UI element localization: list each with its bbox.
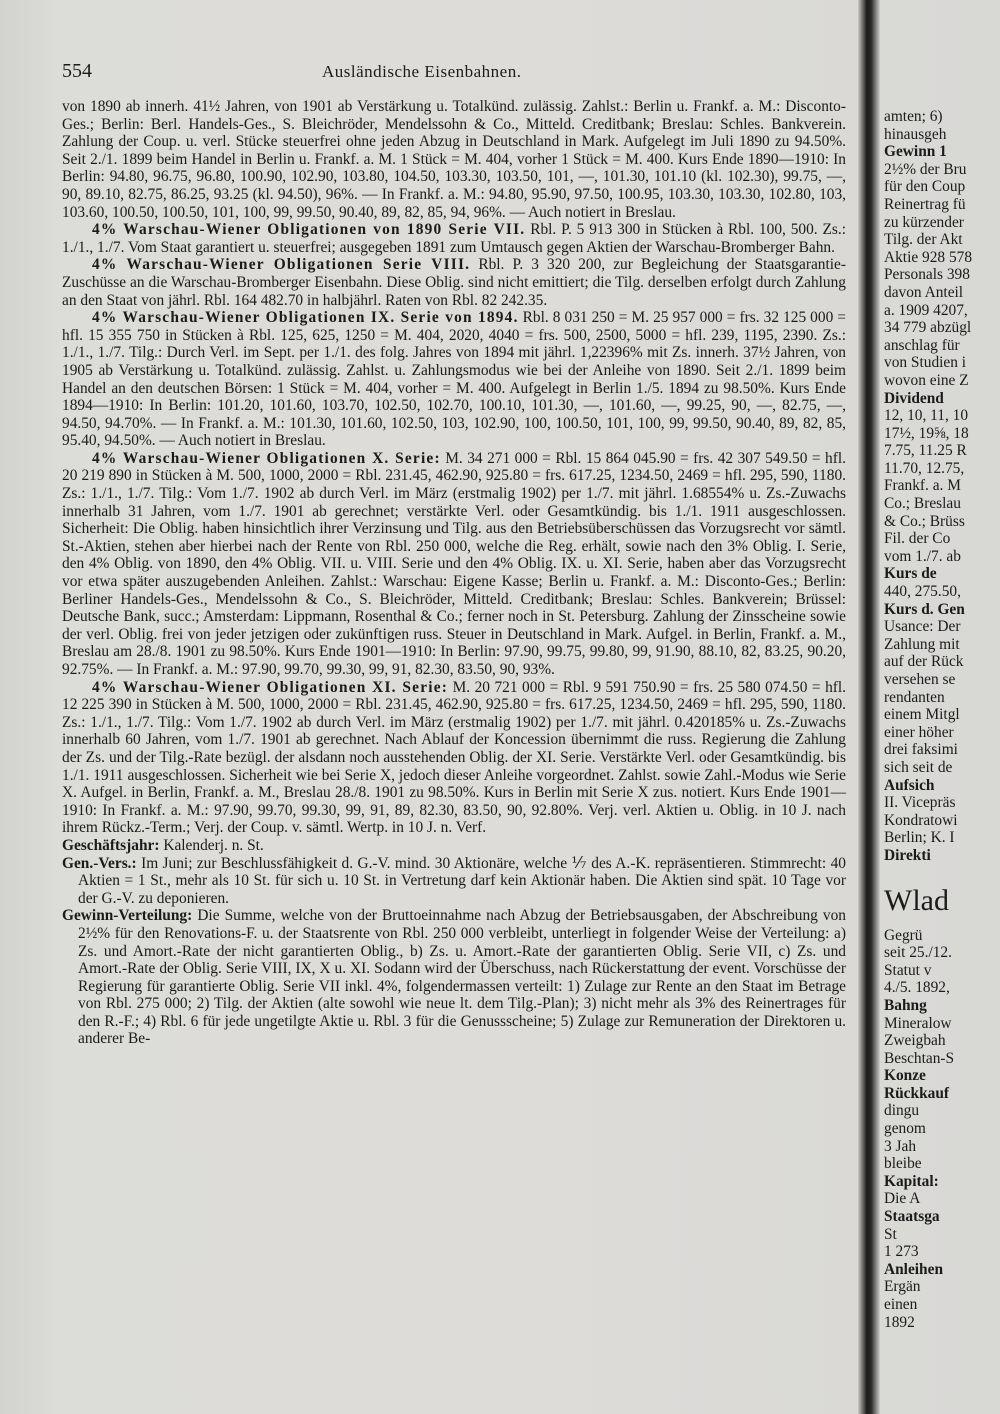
text-line-fragment: amten; 6) <box>884 108 943 125</box>
book-gutter <box>858 0 880 1414</box>
text-line-fragment: seit 25./12. <box>884 944 952 962</box>
text-line-fragment: Beschtan-S <box>884 1049 955 1067</box>
text-line-fragment: 1892 <box>884 1313 915 1331</box>
text-line-fragment: Aufsich <box>884 776 935 794</box>
entry-text: Kalenderj. n. St. <box>163 836 264 854</box>
text-line-fragment: bleibe <box>884 1155 922 1173</box>
text-line-fragment: 4./5. 1892, <box>884 979 950 997</box>
text-line-fragment: Ergän <box>884 1278 921 1296</box>
text-line-fragment: Zweigbah <box>884 1032 946 1050</box>
text-line-fragment: für den Coup <box>884 178 966 196</box>
entry-heading: 4% Warschau-Wiener Obligationen X. Serie: <box>92 449 441 467</box>
text-line-fragment: Staatsga <box>884 1208 940 1226</box>
main-text <box>62 98 846 1048</box>
text-line-fragment: auf der Rück <box>884 653 964 671</box>
text-line-fragment: II. Vicepräs <box>884 794 956 812</box>
entry-heading: Geschäftsjahr: <box>62 836 160 854</box>
left-column <box>62 60 847 1048</box>
text-line-fragment: einen <box>884 1296 918 1313</box>
entry-heading: Gewinn-Verteilung: <box>62 907 193 925</box>
page-number: 554 <box>62 60 92 82</box>
text-line-fragment: vom 1./7. ab <box>884 547 961 565</box>
entry-heading: 4% Warschau-Wiener Obligationen von 1890 Serie VII. <box>92 221 526 239</box>
text-line-fragment: Tilg. der Akt <box>884 231 963 249</box>
text-line-fragment: davon Anteil <box>884 283 964 301</box>
entry-text: Rbl. P. 5 913 300 in Stücken à Rbl. 100, 500. Zs.: 1./1., 1./7. Vom Staat garantiert u. steuerfrei; ausgegeben 1891 zum Umtausch gegen Aktien der Warschau-Bromberger Bahn. <box>62 221 847 256</box>
text-line-fragment: Direkti <box>884 846 931 864</box>
text-line-fragment: einem Mitgl <box>884 706 960 724</box>
bond-entry <box>62 309 846 450</box>
text-line-fragment: a. 1909 4207, <box>884 301 968 319</box>
text-line-fragment: zu kürzender <box>884 213 964 231</box>
text-line-fragment: Statut v <box>884 961 932 979</box>
text-line-fragment: Reinertrag fü <box>884 195 966 213</box>
text-line-fragment: Berlin; K. I <box>884 829 955 847</box>
bond-entry <box>62 221 846 256</box>
continued-paragraph <box>62 98 846 221</box>
field-paragraph <box>62 837 846 855</box>
text-line-fragment: Frankf. a. M <box>884 477 961 495</box>
text-line-fragment: 3 Jah <box>884 1137 917 1155</box>
text-line-fragment: Fil. der Co <box>884 530 951 548</box>
page-header <box>62 60 846 94</box>
text-line-fragment: Die A <box>884 1190 921 1208</box>
text-line-fragment: Dividend <box>884 389 944 407</box>
entry-heading: 4% Warschau-Wiener Obligationen IX. Serie von 1894. <box>92 309 519 327</box>
entry-text: M. 20 721 000 = Rbl. 9 591 750.90 = frs. 25 580 074.50 = hfl. 12 225 390 in Stücken à M. 500, 1000, 2000 = Rbl. 231.45, 462.90, 925.80 = frs. 617.25, 1234.50, 2469 = hfl. 295, 590, 1180. Zs.: 1./1., 1./7. Tilg.: Vom 1./7. 1902 ab durch Verl. im März (erstmalig 1902) per 1./7. mit jährl. 0.420185% u. Zs.-Zuwachs innerhalb 60 Jahren, vom 1./7. 1901 ab gerechnet. Nach Ablauf der Koncession übernimmt die russ. Regierung die Zahlung der Zs. und der Tilg.-Rate bezügl. der alsdann noch ausstehenden Oblig. der XI. Serie. Verstärkte Verl. oder Gesamtkündig. bis 1./1. 1911 ausgeschlossen. Sicherheit wie bei Serie X, jedoch dieser Anleihe vorgeordnet. Zahlst. sowie Zahl.-Modus wie Serie X. Aufgel. in Berlin, Frankf. a. M., Breslau 28./8. 1901 zu 98.50%. Kurs in Berlin mit Serie X zus. notiert. Kurs Ende 1901—1910: In Frankf. a. M.: 97.90, 99.70, 99.30, 99, 91, 89, 82.30, 83.50, 90, 92.80%. Verj. verl. Aktien u. Oblig. in 10 J. nach ihrem Rückz.-Term.; Verj. der Coup. v. sämtl. Wertp. in 10 J. n. Verf. <box>62 678 847 837</box>
text-line-fragment: Mineralow <box>884 1014 952 1032</box>
bond-entry <box>62 256 846 309</box>
text-line-fragment: 440, 275.50, <box>884 583 961 601</box>
text-line-fragment: Konze <box>884 1067 926 1085</box>
text-line-fragment: Kurs de <box>884 565 937 583</box>
text-line-fragment: 12, 10, 11, 10 <box>884 407 969 425</box>
text-line-fragment: 2½% der Bru <box>884 160 967 178</box>
text-line-fragment: Gegrü <box>884 926 923 944</box>
text-line-fragment: versehen se <box>884 671 956 688</box>
text-line-fragment: Gewinn 1 <box>884 143 947 161</box>
entry-text: Rbl. 8 031 250 = M. 25 957 000 = frs. 32 125 000 = hfl. 15 355 750 in Stücken à Rbl. 125, 625, 1250 = M. 404, 2020, 4040 = frs. 500, 2500, 5000 = hfl. 239, 1195, 2390. Zs.: 1./1., 1./7. Tilg.: Durch Verl. im Sept. per 1./1. des folg. Jahres von 1894 mit jährl. 1,22396% mit Zs. innerh. 37½ Jahren, von 1905 ab Verstärkung u. Totalkünd. zulässig. Zahlst. u. Zahlungsmodus wie bei der Anleihe von 1890. Seit 2./1. 1899 beim Handel an den deutschen Börsen: 1 Stück = M. 404, vorher = M. 400. Aufgelegt in Berlin 1./5. 1894 zu 98.50%. Kurs Ende 1894—1910: In Berlin: 101.20, 101.60, 103.70, 102.50, 102.70, 100.10, 101.30, —, 101.60, —, 99.25, 90, —, 82.75, —, 94.50, 94.70%. — In Frankf. a. M.: 101.30, 101.60, 102.50, 103, 102.90, 100, 100.50, 101, 100, 99, 99.50, 90.40, 89, 82, 85, 95.40, 94.50%. — Auch notiert in Breslau. <box>62 309 846 450</box>
text-line-fragment: 34 779 abzügl <box>884 319 972 337</box>
text-line-fragment: anschlag für <box>884 336 960 354</box>
field-paragraph <box>62 907 846 1048</box>
text-line-fragment: 1 273 <box>884 1243 919 1261</box>
text-line-fragment: Kurs d. Gen <box>884 600 965 618</box>
bond-entry <box>62 679 846 837</box>
entry-text: Rbl. P. 3 320 200, zur Begleichung der Staatsgarantie-Zuschüsse an die Warschau-Bromberger Eisenbahn. Diese Oblig. sind nicht emittiert; die Tilg. derselben erfolgt durch Zahlung an den Staat von jährl. Rbl. 164 482.70 in halbjährl. Raten von Rbl. 82 242.35. <box>62 256 846 309</box>
entry-heading: 4% Warschau-Wiener Obligationen Serie VIII. <box>92 256 471 274</box>
text-line-fragment: sich seit de <box>884 758 953 776</box>
text-line-fragment: drei faksimi <box>884 741 958 759</box>
text-line-fragment: Usance: Der <box>884 618 961 636</box>
field-paragraph <box>62 855 846 908</box>
text-line-fragment: St <box>884 1225 897 1243</box>
text-line-fragment: 17½, 19⅝, 18 <box>884 424 969 442</box>
entry-heading: Gen.-Vers.: <box>62 854 137 872</box>
text-line-fragment: dingu <box>884 1102 920 1120</box>
text-line-fragment: Personals 398 <box>884 266 970 284</box>
entry-text: Im Juni; zur Beschlussfähigkeit d. G.-V. mind. 30 Aktionäre, welche ⅐ des A.-K. repräsentieren. Stimmrecht: 40 Aktien = 1 St., mehr als 10 St. für sich u. 10 St. in Vertretung darf kein Aktionär haben. Die Aktien sind spät. 10 Tage vor der G.-V. zu deponieren. <box>78 854 846 907</box>
text-line-fragment: 7.75, 11.25 R <box>884 442 967 460</box>
text-line-fragment: hinausgeh <box>884 125 947 143</box>
text-line-fragment: genom <box>884 1120 926 1138</box>
entry-text: Die Summe, welche von der Bruttoeinnahme nach Abzug der Betriebsausgaben, der Abschreibung von 2½% für den Renovations-F. u. der Staatsrente von Rbl. 250 000 verbleibt, unterliegt in folgender Weise der Verteilung: a) Zs. und Amort.-Rate der nicht garantierten Oblig., b) Zs. u. Amort.-Rate der garantierten Oblig. Serie VII, c) Zs. und Amort.-Rate der Oblig. Serie VIII, IX, X u. XI. Sodann wird der Überschuss, nach Rückerstattung der event. Vorschüsse der Regierung für garantierte Oblig. Serie VII inkl. 4%, folgendermassen verteilt: 1) Zulage zur Rente an den Staat im Betrage von Rbl. 275 000; 2) Tilg. der Aktien (alte sowohl wie neue lt. dem Tilg.-Plan); 3) nicht mehr als 3% des Reinertrages für den R.-F.; 4) Rbl. 6 für jede ungetilgte Aktie u. Rbl. 3 für die Genussscheine; 5) Zulage zur Remuneration der Direktoren u. anderer Be- <box>78 907 846 1048</box>
entry-heading: 4% Warschau-Wiener Obligationen XI. Serie: <box>92 678 449 696</box>
running-title: Ausländische Eisenbahnen. <box>322 62 522 81</box>
text-line-fragment: Aktie 928 578 <box>884 248 973 266</box>
right-column-fragment <box>884 108 1000 1331</box>
text-line-fragment: Kapital: <box>884 1172 939 1190</box>
bond-entry <box>62 450 846 679</box>
text-line-fragment: Kondratowi <box>884 811 958 829</box>
entry-text: M. 34 271 000 = Rbl. 15 864 045.90 = frs. 42 307 549.50 = hfl. 20 219 890 in Stücken à M. 500, 1000, 2000 = Rbl. 231.45, 462.90, 925.80 = frs. 617.25, 1234.50, 2469 = hfl. 295, 590, 1180. Zs.: 1./1., 1./7. Tilg.: Vom 1./7. 1902 ab durch Verl. im März (erstmalig 1902) per 1./7. mit jährl. 1.68554% u. Zs.-Zuwachs innerhalb 31 Jahren, vom 1./7. 1901 ab gerechnet; verstärkte Verl. oder Gesamtkündig. bis 1./1. 1911 ausgeschlossen. Sicherheit: Die Oblig. haben hinsichtlich ihrer Verzinsung und Tilg. aus den Betriebsüberschüssen das Vorzugsrecht vor sämtl. St.-Aktien, stehen aber hierbei nach der Rente von Rbl. 250 000, welche die Reg. erhält, sowie nach den 3% Oblig. I. Serie, den 4% Oblig. von 1890, den 4% Oblig. VII. u. VIII. Serie und den 4% Oblig. IX. u. XI. Serie, haben aber das Vorzugsrecht vor etwa später auszugebenden Anleihen. Zahlst.: Warschau: Eigene Kasse; Berlin u. Frankf. a. M.: Disconto-Ges.; Berlin: Berliner Handels-Ges., Mendelssohn & Co., S. Bleichröder, Mitteld. Creditbank; Breslau: Schles. Bankverein; Brüssel: Deutsche Bank, succ.; Amsterdam: Lippmann, Rosenthal & Co.; ferner noch in St. Petersburg. Zahlung der Zinsscheine sowie der verl. Oblig. frei von jeder jetzigen oder zukünftigen russ. Steuer in Deutschland in Mark. Aufgel. in Berlin, Frankf. a. M., Breslau am 28./8. 1901 zu 98.50%. Kurs Ende 1901—1910: In Berlin: 97.90, 99.75, 99.80, 99, 91.90, 88.10, 82, 83.25, 90.20, 92.75%. — In Frankf. a. M.: 97.90, 99.70, 99.30, 99, 91, 82.30, 83.50, 90, 93%. <box>62 449 846 678</box>
text-line-fragment: 11.70, 12.75, <box>884 459 965 477</box>
text-line-fragment: einer höher <box>884 723 954 741</box>
section-title-fragment: Wlad <box>884 883 949 917</box>
text-line-fragment: & Co.; Brüss <box>884 512 965 530</box>
text-line-fragment: Bahng <box>884 996 927 1014</box>
text-line-fragment: Rückkauf <box>884 1084 950 1102</box>
text-line-fragment: Anleihen <box>884 1260 944 1278</box>
text-line-fragment: Co.; Breslau <box>884 495 961 513</box>
text-line-fragment: Zahlung mit <box>884 635 960 653</box>
entry-text: von 1890 ab innerh. 41½ Jahren, von 1901 ab Verstärkung u. Totalkünd. zulässig. Zahlst.: Berlin u. Frankf. a. M.: Disconto-Ges.; Berlin: Berl. Handels-Ges., S. Bleichröder, Mendelssohn & Co., Mitteld. Creditbank; Breslau: Schles. Bankverein. Zahlung der Coup. u. verl. Stücke steuerfrei ohne jeden Abzug in Deutschland in Mark. Aufgelegt im Juli 1890 zu 94.50%. Seit 2./1. 1899 beim Handel in Berlin u. Frankf. a. M. 1 Stück = M. 404, vorher 1 Stück = M. 400. Kurs Ende 1890—1910: In Berlin: 94.80, 96.75, 96.80, 100.90, 102.90, 103.80, 104.50, 103.30, 103.50, 101, —, 101.30, 101.10 (kl. 102.30), 99.75, —, 90, 89.10, 82.75, 86.25, 93.25 (kl. 94.50), 96%. — In Frankf. a. M.: 94.80, 95.90, 97.50, 100.95, 103.30, 103.30, 102.80, 103, 103.60, 100.50, 100.50, 101, 100, 99, 99.50, 90.40, 89, 82, 85, 94, 96%. — Auch notiert in Breslau. <box>62 98 846 221</box>
text-line-fragment: von Studien i <box>884 354 967 372</box>
text-line-fragment: rendanten <box>884 688 945 706</box>
text-line-fragment: wovon eine Z <box>884 371 969 389</box>
